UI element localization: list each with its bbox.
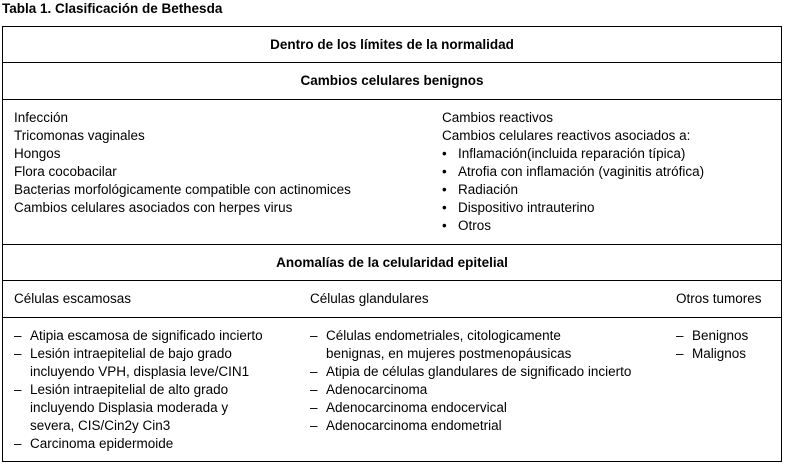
list-item: Cambios celulares asociados con herpes virus: [14, 200, 293, 215]
bethesda-table: [2, 26, 782, 462]
dash-icon: –: [676, 328, 684, 343]
list-item: Flora cocobacilar: [14, 164, 117, 179]
divider: [3, 62, 781, 63]
list-item: – Atipia de células glandulares de significado incierto: [310, 364, 632, 379]
list-item: – Atipia escamosa de significado incierto: [14, 328, 263, 343]
list-item: – Benignos: [676, 328, 749, 343]
dash-icon: –: [310, 400, 318, 415]
list-item-continuation: incluyendo Displasia moderada y: [30, 400, 229, 415]
dash-icon: –: [14, 346, 22, 361]
dash-icon: –: [14, 382, 22, 397]
list-item: – Adenocarcinoma endometrial: [310, 418, 502, 433]
section-header-benign: Cambios celulares benignos: [300, 73, 484, 88]
list-item: Bacterias morfológicamente compatible con actinomices: [14, 182, 351, 197]
column-title-squamous: Células escamosas: [14, 291, 132, 306]
divider: [3, 280, 781, 281]
section-header-normal: Dentro de los límites de la normalidad: [270, 37, 514, 52]
section-header-anomalies: Anomalías de la celularidad epitelial: [276, 255, 508, 270]
bullet-icon: •: [442, 182, 447, 197]
divider: [3, 317, 781, 318]
dash-icon: –: [14, 328, 22, 343]
bullet-icon: •: [442, 164, 447, 179]
dash-icon: –: [676, 346, 684, 361]
list-item-continuation: incluyendo VPH, displasia leve/CIN1: [30, 364, 250, 379]
list-item: – Adenocarcinoma: [310, 382, 428, 397]
column-title-glandular: Células glandulares: [310, 291, 429, 306]
list-item: Hongos: [14, 146, 61, 161]
list-item: • Inflamación(incluida reparación típica): [442, 146, 686, 161]
list-item: – Lesión intraepitelial de alto grado: [14, 382, 229, 397]
divider: [3, 99, 781, 100]
list-item: • Radiación: [442, 182, 519, 197]
list-item: • Atrofia con inflamación (vaginitis atrófica): [442, 164, 705, 179]
list-item: – Lesión intraepitelial de bajo grado: [14, 346, 232, 361]
bullet-icon: •: [442, 200, 447, 215]
list-item: Infección: [14, 110, 69, 125]
dash-icon: –: [310, 418, 318, 433]
divider: [3, 244, 781, 245]
reactive-changes-subtitle: Cambios celulares reactivos asociados a:: [442, 128, 691, 143]
list-item: – Células endometriales, citologicamente: [310, 328, 561, 343]
bullet-icon: •: [442, 218, 447, 233]
dash-icon: –: [310, 364, 318, 379]
list-item: – Carcinoma epidermoide: [14, 436, 174, 451]
list-item: • Dispositivo intrauterino: [442, 200, 595, 215]
list-item-continuation: severa, CIS/Cin2y Cin3: [30, 418, 171, 433]
reactive-changes-title: Cambios reactivos: [442, 110, 554, 125]
list-item: – Adenocarcinoma endocervical: [310, 400, 507, 415]
table-caption: Tabla 1. Clasificación de Bethesda: [2, 1, 223, 16]
dash-icon: –: [310, 382, 318, 397]
dash-icon: –: [310, 328, 318, 343]
list-item: – Malignos: [676, 346, 747, 361]
dash-icon: –: [14, 436, 22, 451]
list-item-continuation: benignas, en mujeres postmenopáusicas: [326, 346, 572, 361]
column-title-other-tumors: Otros tumores: [676, 291, 762, 306]
bullet-icon: •: [442, 146, 447, 161]
list-item: • Otros: [442, 218, 492, 233]
list-item: Tricomonas vaginales: [14, 128, 145, 143]
